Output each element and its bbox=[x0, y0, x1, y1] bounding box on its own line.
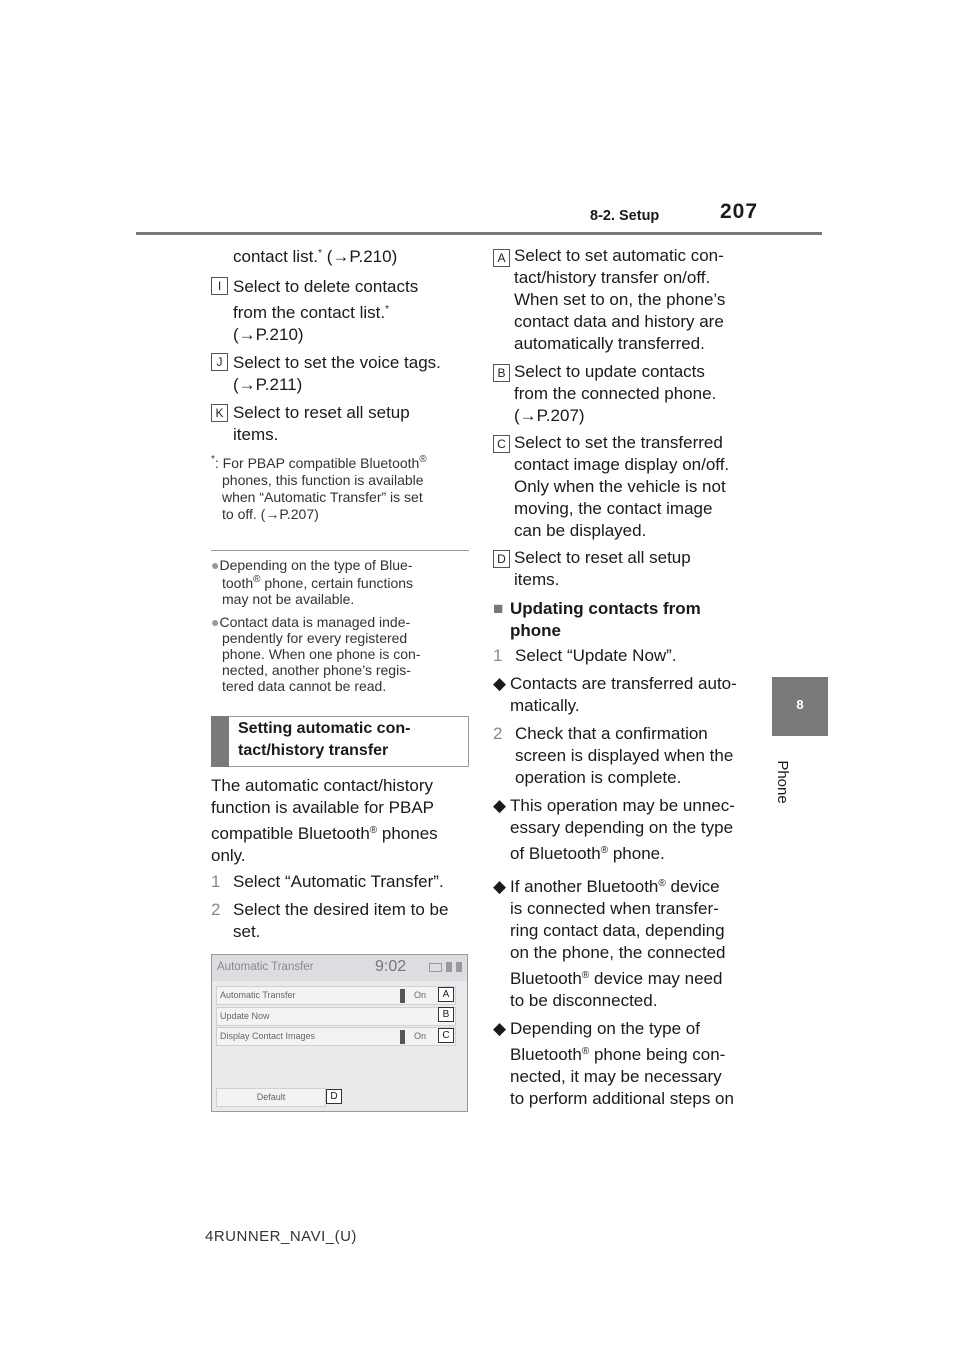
header-rule bbox=[136, 232, 822, 235]
callout-badge-c: C bbox=[438, 1028, 454, 1043]
screen-title: Automatic Transfer bbox=[217, 961, 314, 973]
callout-badge-d: D bbox=[493, 550, 510, 568]
callout-badge-b: B bbox=[438, 1007, 454, 1022]
item-b-text: Select to update contacts from the connected phone. (→P.207) bbox=[514, 362, 717, 425]
diamond-bullet-icon: ◆ bbox=[493, 877, 507, 896]
item-a-text: Select to set automatic con- tact/history transfer on/off. When set to on, the phone’s contact data and history are automatically transferred. bbox=[514, 246, 726, 353]
intro-paragraph: The automatic contact/history function is available for PBAP compatible Bluetooth® phones only. bbox=[211, 776, 438, 865]
square-bullet-icon: ■ bbox=[493, 599, 504, 618]
callout-badge-c: C bbox=[493, 435, 510, 453]
item-c-text: Select to set the transferred contact image display on/off. Only when the vehicle is not moving, the contact image can be displayed. bbox=[514, 433, 730, 540]
item-i-text: Select to delete contacts from the contact list.* (→P.210) bbox=[233, 277, 419, 344]
diamond-bullet-icon: ◆ bbox=[493, 1019, 507, 1038]
chapter-label: Phone bbox=[774, 760, 791, 804]
diamond-bullet-icon: ◆ bbox=[493, 674, 507, 693]
bullet-dot-icon: ● bbox=[211, 614, 220, 630]
toggle-indicator bbox=[400, 989, 405, 1003]
automatic-transfer-screen bbox=[211, 954, 468, 1112]
callout-badge-a: A bbox=[438, 987, 454, 1002]
callout-badge-d: D bbox=[326, 1089, 342, 1104]
automatic-transfer-row[interactable]: Automatic Transfer On bbox=[216, 986, 456, 1005]
diamond-bullet-icon: ◆ bbox=[493, 796, 507, 815]
callout-badge-j: J bbox=[211, 353, 228, 371]
section-title: 8-2. Setup bbox=[590, 208, 660, 224]
note-1: ●Depending on the type of Blue- tooth® phone, certain functions may not be available. bbox=[211, 557, 414, 607]
notes-divider bbox=[211, 550, 469, 551]
signal-icon bbox=[456, 962, 462, 972]
continuation-text: contact list. bbox=[233, 247, 319, 266]
right-step-1: 1 Select “Update Now”. bbox=[493, 646, 677, 665]
item-k-text: Select to reset all setup items. bbox=[233, 403, 410, 444]
note-2: ●Contact data is managed inde- pendently for every registered phone. When one phone is con- nected, another phone’s regis- tered data cannot be read. bbox=[211, 614, 421, 694]
bullet-another-device: ◆ If another Bluetooth® device is connected when transfer- ring contact data, depending on the phone, the connected Bluetooth® device may need to be disconnected. bbox=[493, 877, 726, 1010]
update-now-row[interactable]: Update Now bbox=[216, 1007, 456, 1026]
item-d-text: Select to reset all setup items. bbox=[514, 548, 691, 589]
footer-model-code: 4RUNNER_NAVI_(U) bbox=[205, 1228, 357, 1245]
chapter-number: 8 bbox=[796, 697, 804, 712]
toggle-indicator bbox=[400, 1030, 405, 1044]
bullet-contacts-transferred: ◆ Contacts are transferred auto- matically. bbox=[493, 674, 737, 715]
bullet-unnecessary: ◆ This operation may be unnec- essary depending on the type of Bluetooth® phone. bbox=[493, 796, 735, 863]
right-step-2: 2 Check that a confirmation screen is displayed when the operation is complete. bbox=[493, 724, 734, 787]
step-1: 1 Select “Automatic Transfer”. bbox=[211, 872, 444, 891]
screen-clock: 9:02 bbox=[375, 958, 407, 975]
section-heading: Setting automatic con- tact/history transfer bbox=[238, 720, 411, 759]
status-icon bbox=[429, 963, 442, 972]
item-j-text: Select to set the voice tags. (→P.211) bbox=[233, 353, 441, 394]
section-heading-bar bbox=[211, 716, 229, 767]
display-contact-images-row[interactable]: Display Contact Images On bbox=[216, 1027, 456, 1046]
phone-icon bbox=[446, 962, 452, 972]
step-2: 2 Select the desired item to be set. bbox=[211, 900, 449, 941]
default-button[interactable]: Default bbox=[216, 1088, 326, 1107]
footnote: *: For PBAP compatible Bluetooth® phones, this function is available when “Automatic Transfer” is set to off. (→P.207) bbox=[211, 454, 427, 522]
bullet-dot-icon: ● bbox=[211, 557, 220, 573]
page-number: 207 bbox=[720, 200, 759, 223]
callout-badge-a: A bbox=[493, 249, 510, 267]
bullet-additional-steps: ◆ Depending on the type of Bluetooth® phone being con- nected, it may be necessary to perform additional steps on bbox=[493, 1019, 734, 1108]
callout-badge-k: K bbox=[211, 404, 228, 422]
continuation-ref: (→P.210) bbox=[326, 247, 398, 266]
callout-badge-i: I bbox=[211, 277, 228, 295]
continuation-line: contact list.* (→P.210) bbox=[233, 247, 398, 266]
subheading-updating-contacts: ■ Updating contacts from phone bbox=[493, 599, 701, 640]
callout-badge-b: B bbox=[493, 364, 510, 382]
